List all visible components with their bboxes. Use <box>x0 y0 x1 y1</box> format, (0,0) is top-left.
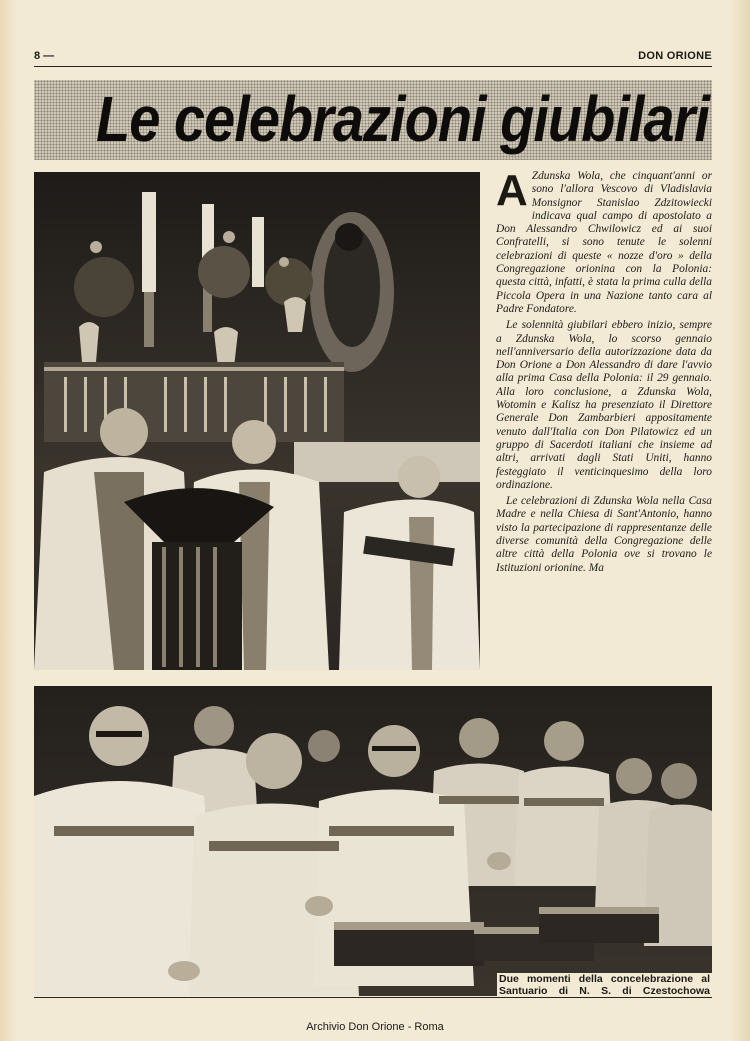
bottom-rule <box>34 997 712 998</box>
article-paragraph: Le solennità giubilari ebbero inizio, sempre a Zdunska Wola, lo scorso gennaio nell'anniversario della autorizzazione data da Don Orione a Don Alessandro di dare l'avvio alla prima Casa della Polonia: il 29 gennaio. Alla loro conclusione, a Zdunska Wola, Wotomin e Kalisz ha presenziato il Direttore Generale Don Zambarbieri appositamente venuto dall'Italia con Don Pilatowicz ed un gruppo di Sacerdoti italiani che insieme ad altri, arrivati dagli Stati Uniti, hanno festeggiato il venticinquesimo della loro ordinazione. <box>496 319 712 491</box>
article-text <box>496 170 712 675</box>
archive-footer: Archivio Don Orione - Roma <box>306 1021 444 1033</box>
page-number: 8 — <box>34 50 55 62</box>
dropcap: A <box>496 170 528 215</box>
article-paragraph: Le celebrazioni di Zdunska Wola nella Casa Madre e nella Chiesa di Sant'Antonio, hanno visto la partecipazione di rappresentanze delle diverse comunità della Congregazione delle altre città della Polonia ove si trovano le Istituzioni orionine. Ma <box>496 495 712 574</box>
altar-photo-illustration <box>34 172 480 670</box>
altar-celebration-photo <box>34 172 480 670</box>
page-header <box>34 48 712 66</box>
photo-caption: Due momenti della concelebrazione al Santuario di N. S. di Czestochowa <box>499 973 710 997</box>
header-rule <box>34 66 712 67</box>
article-title: Le celebrazioni giubilari <box>96 82 709 155</box>
priests-photo-illustration <box>34 686 712 996</box>
title-band <box>34 80 712 160</box>
paragraph-1-text: Zdunska Wola, che cinquant'anni or sono l'allora Vescovo di Vladislavia Monsignor Stanislao Zdzitowiecki indicava qual campo di apostolato a Don Alessandro Chwilowicz ed ai suoi Confratelli, si sono tenute le solenni celebrazioni di queste « nozze d'oro » della Congregazione orionina con la Polonia: questa città, infatti, è stata la prima culla della Piccola Opera in una Nazione tanto cara al Padre Fondatore. <box>496 170 712 315</box>
concelebration-priests-photo <box>34 686 712 996</box>
article-paragraph <box>496 170 712 316</box>
journal-name: DON ORIONE <box>638 50 712 62</box>
